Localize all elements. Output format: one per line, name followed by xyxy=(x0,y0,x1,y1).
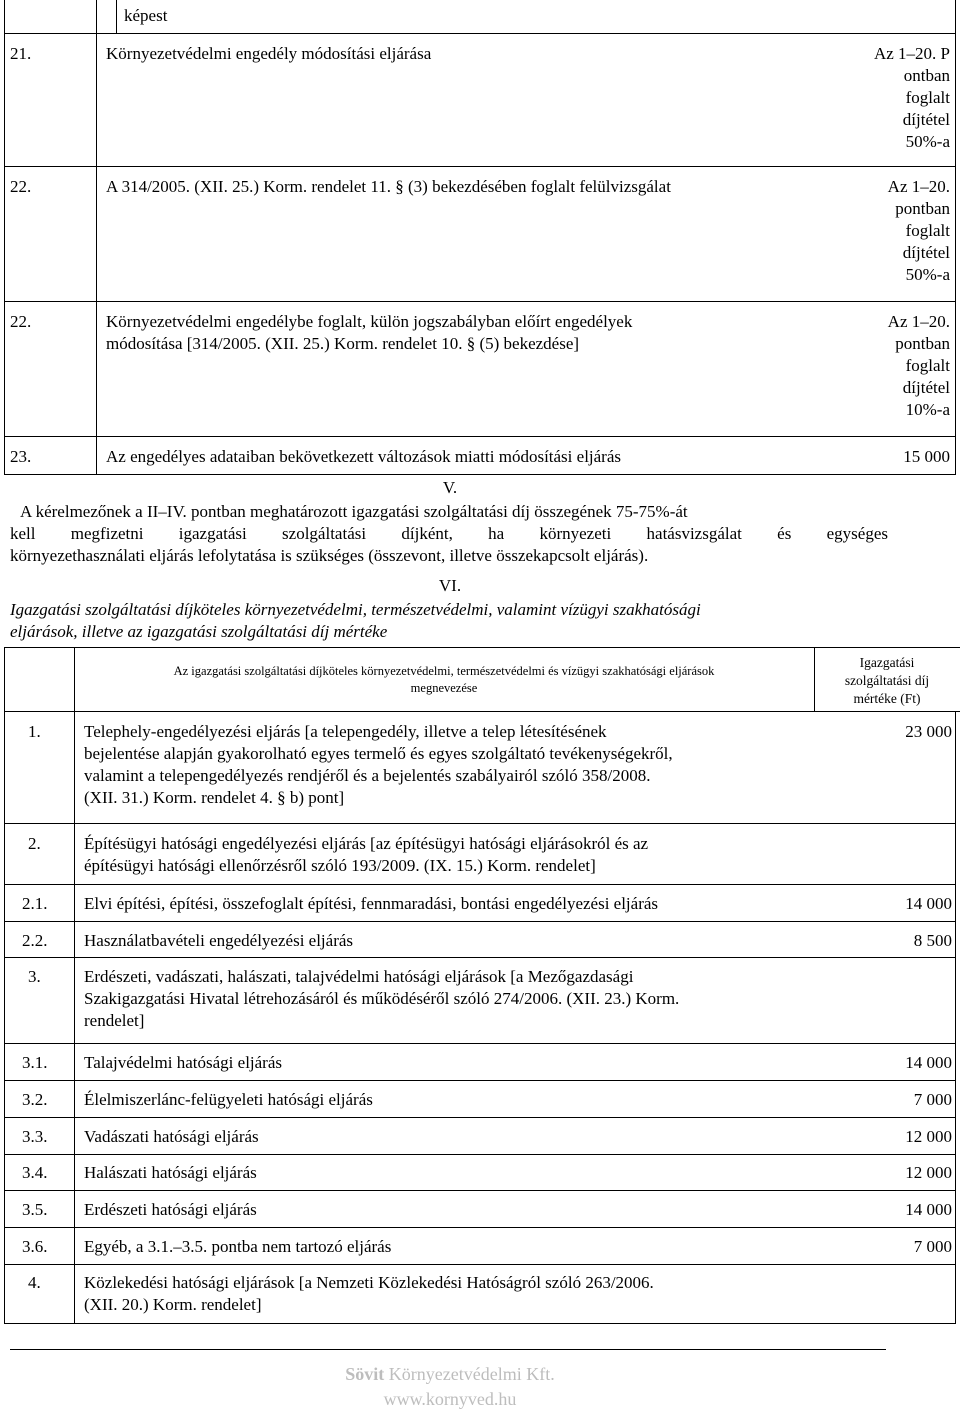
footer-divider xyxy=(10,1349,886,1350)
section-v-heading: V. xyxy=(442,478,458,497)
footer-company xyxy=(0,1364,900,1385)
row-fee: 12 000 xyxy=(905,1163,952,1182)
row-text: A 314/2005. (XII. 25.) Korm. rendelet 11. § (3) bekezdésében foglalt felülvizsgálat xyxy=(106,177,671,196)
table-border xyxy=(4,1323,956,1324)
row-text: Élelmiszerlánc-felügyeleti hatósági eljárás xyxy=(84,1090,373,1109)
table-border xyxy=(4,474,956,475)
row-fee: Az 1–20. pontban foglalt díjtétel 10%-a xyxy=(887,312,950,419)
row-text: Halászati hatósági eljárás xyxy=(84,1163,257,1182)
row-text: Talajvédelmi hatósági eljárás xyxy=(84,1053,283,1072)
section-v-paragraph: A kérelmezőnek a II–IV. pontban meghatározott igazgatási szolgáltatási díj összegének 75-75%-át kell megfizetni igazgatási szolgáltatási díjként, ha környezeti hatásvizsgálat és egységes környezethasználati eljárás lefolytatása is szükséges (összevont, illetve összekapcsolt eljárás). xyxy=(10,502,888,565)
row-text: Vadászati hatósági eljárás xyxy=(84,1127,259,1146)
footer-company-name: Környezetvédelmi Kft. xyxy=(388,1364,555,1384)
table-border xyxy=(4,0,5,474)
row-number: 22. xyxy=(10,312,32,331)
row-number: 4. xyxy=(28,1273,41,1292)
row-text: Erdészeti hatósági eljárás xyxy=(84,1200,257,1219)
footer-company-bold: Sövit xyxy=(345,1364,385,1384)
table-border xyxy=(4,1043,956,1044)
row-number: 2.1. xyxy=(22,894,48,913)
row-text: Környezetvédelmi engedély módosítási eljárása xyxy=(106,44,432,63)
table-border xyxy=(4,166,956,167)
row-fee: 7 000 xyxy=(913,1237,952,1256)
table-border xyxy=(4,301,956,302)
row-number: 3. xyxy=(28,967,41,986)
row-number: 2.2. xyxy=(22,931,48,950)
table-border xyxy=(74,647,75,1323)
table-border xyxy=(4,33,956,34)
table-border xyxy=(4,436,956,437)
table-border xyxy=(4,1080,956,1081)
row-text: Erdészeti, vadászati, halászati, talajvédelmi hatósági eljárások [a Mezőgazdasági Szakigazgatási Hivatal létrehozásáról és működéséről szóló 274/2006. (XII. 23.) Korm. rendelet] xyxy=(84,967,680,1030)
row-text: Az engedélyes adataiban bekövetkezett változások miatti módosítási eljárás xyxy=(106,447,622,466)
row-fee: 7 000 xyxy=(913,1090,952,1109)
row-text: Környezetvédelmi engedélybe foglalt, külön jogszabályban előírt engedélyek módosítása [314/2005. (XII. 25.) Korm. rendelet 10. § (5) bekezdése] xyxy=(106,312,633,353)
row-number: 3.4. xyxy=(22,1163,48,1182)
table-border xyxy=(4,884,956,885)
table-border xyxy=(4,647,960,648)
table-border xyxy=(4,1227,956,1228)
row-fee: 14 000 xyxy=(905,894,952,913)
table-border xyxy=(96,0,97,474)
row-fee: 14 000 xyxy=(905,1200,952,1219)
table-border xyxy=(4,921,956,922)
row-number: 22. xyxy=(10,177,32,196)
table-border xyxy=(955,711,956,1323)
row-text: Építésügyi hatósági engedélyezési eljárás [az építésügyi hatósági eljárásokról és az építésügyi hatósági ellenőrzésről szóló 193/2009. (IX. 15.) Korm. rendelet] xyxy=(84,834,649,875)
row-number: 3.1. xyxy=(22,1053,48,1072)
row-fee: 23 000 xyxy=(905,722,952,741)
section-vi-title: Igazgatási szolgáltatási díjköteles környezetvédelmi, természetvédelmi, valamint vízügyi szakhatósági eljárások, illetve az igazgatási szolgáltatási díj mértéke xyxy=(10,600,701,641)
row-text: Közlekedési hatósági eljárások [a Nemzeti Közlekedési Hatóságról szóló 263/2006. (XII. 20.) Korm. rendelet] xyxy=(84,1273,654,1314)
table-border xyxy=(4,1190,956,1191)
table-border xyxy=(955,0,956,474)
row-text: Telephely-engedélyezési eljárás [a telepengedély, illetve a telep létesítésének bejelentése alapján gyakorolható egyes termelő és egyes szolgáltató tevékenységekről, valamint a telepengedélyezés rendjéről és a bejelentés szabályairól szóló 358/2008. (XII. 31.) Korm. rendelet 4. § b) pont] xyxy=(84,722,673,807)
table-border xyxy=(4,1117,956,1118)
row-text: képest xyxy=(124,6,168,25)
fee-table-header-fee: Igazgatási szolgáltatási díj mértéke (Ft) xyxy=(844,655,930,706)
table-border xyxy=(814,647,815,711)
table-border xyxy=(4,711,960,712)
row-text: Használatbavételi engedélyezési eljárás xyxy=(84,931,354,950)
footer-url[interactable]: www.kornyved.hu xyxy=(383,1389,517,1409)
row-number: 3.5. xyxy=(22,1200,48,1219)
table-border xyxy=(4,1264,956,1265)
fee-table-header-description: Az igazgatási szolgáltatási díjköteles környezetvédelmi, természetvédelmi és vízügyi szakhatósági eljárások megnevezése xyxy=(173,664,715,695)
row-text: Elvi építési, építési, összefoglalt építési, fennmaradási, bontási engedélyezési eljárás xyxy=(84,894,659,913)
table-border xyxy=(4,1154,956,1155)
row-number: 21. xyxy=(10,44,32,63)
row-fee: 15 000 xyxy=(903,447,950,466)
row-number: 1. xyxy=(28,722,41,741)
row-number: 3.6. xyxy=(22,1237,48,1256)
row-fee: 12 000 xyxy=(905,1127,952,1146)
row-text: Egyéb, a 3.1.–3.5. pontba nem tartozó eljárás xyxy=(84,1237,392,1256)
row-fee: 14 000 xyxy=(905,1053,952,1072)
row-number: 3.2. xyxy=(22,1090,48,1109)
row-fee: Az 1–20. pontban foglalt díjtétel 50%-a xyxy=(887,177,950,284)
table-border xyxy=(4,647,5,1323)
row-fee: Az 1–20. P ontban foglalt díjtétel 50%-a xyxy=(873,44,950,151)
row-number: 2. xyxy=(28,834,41,853)
section-vi-heading: VI. xyxy=(438,576,462,595)
row-fee: 8 500 xyxy=(913,931,952,950)
row-number: 3.3. xyxy=(22,1127,48,1146)
table-border xyxy=(4,957,956,958)
table-border xyxy=(4,823,956,824)
table-border xyxy=(116,0,117,33)
row-number: 23. xyxy=(10,447,32,466)
